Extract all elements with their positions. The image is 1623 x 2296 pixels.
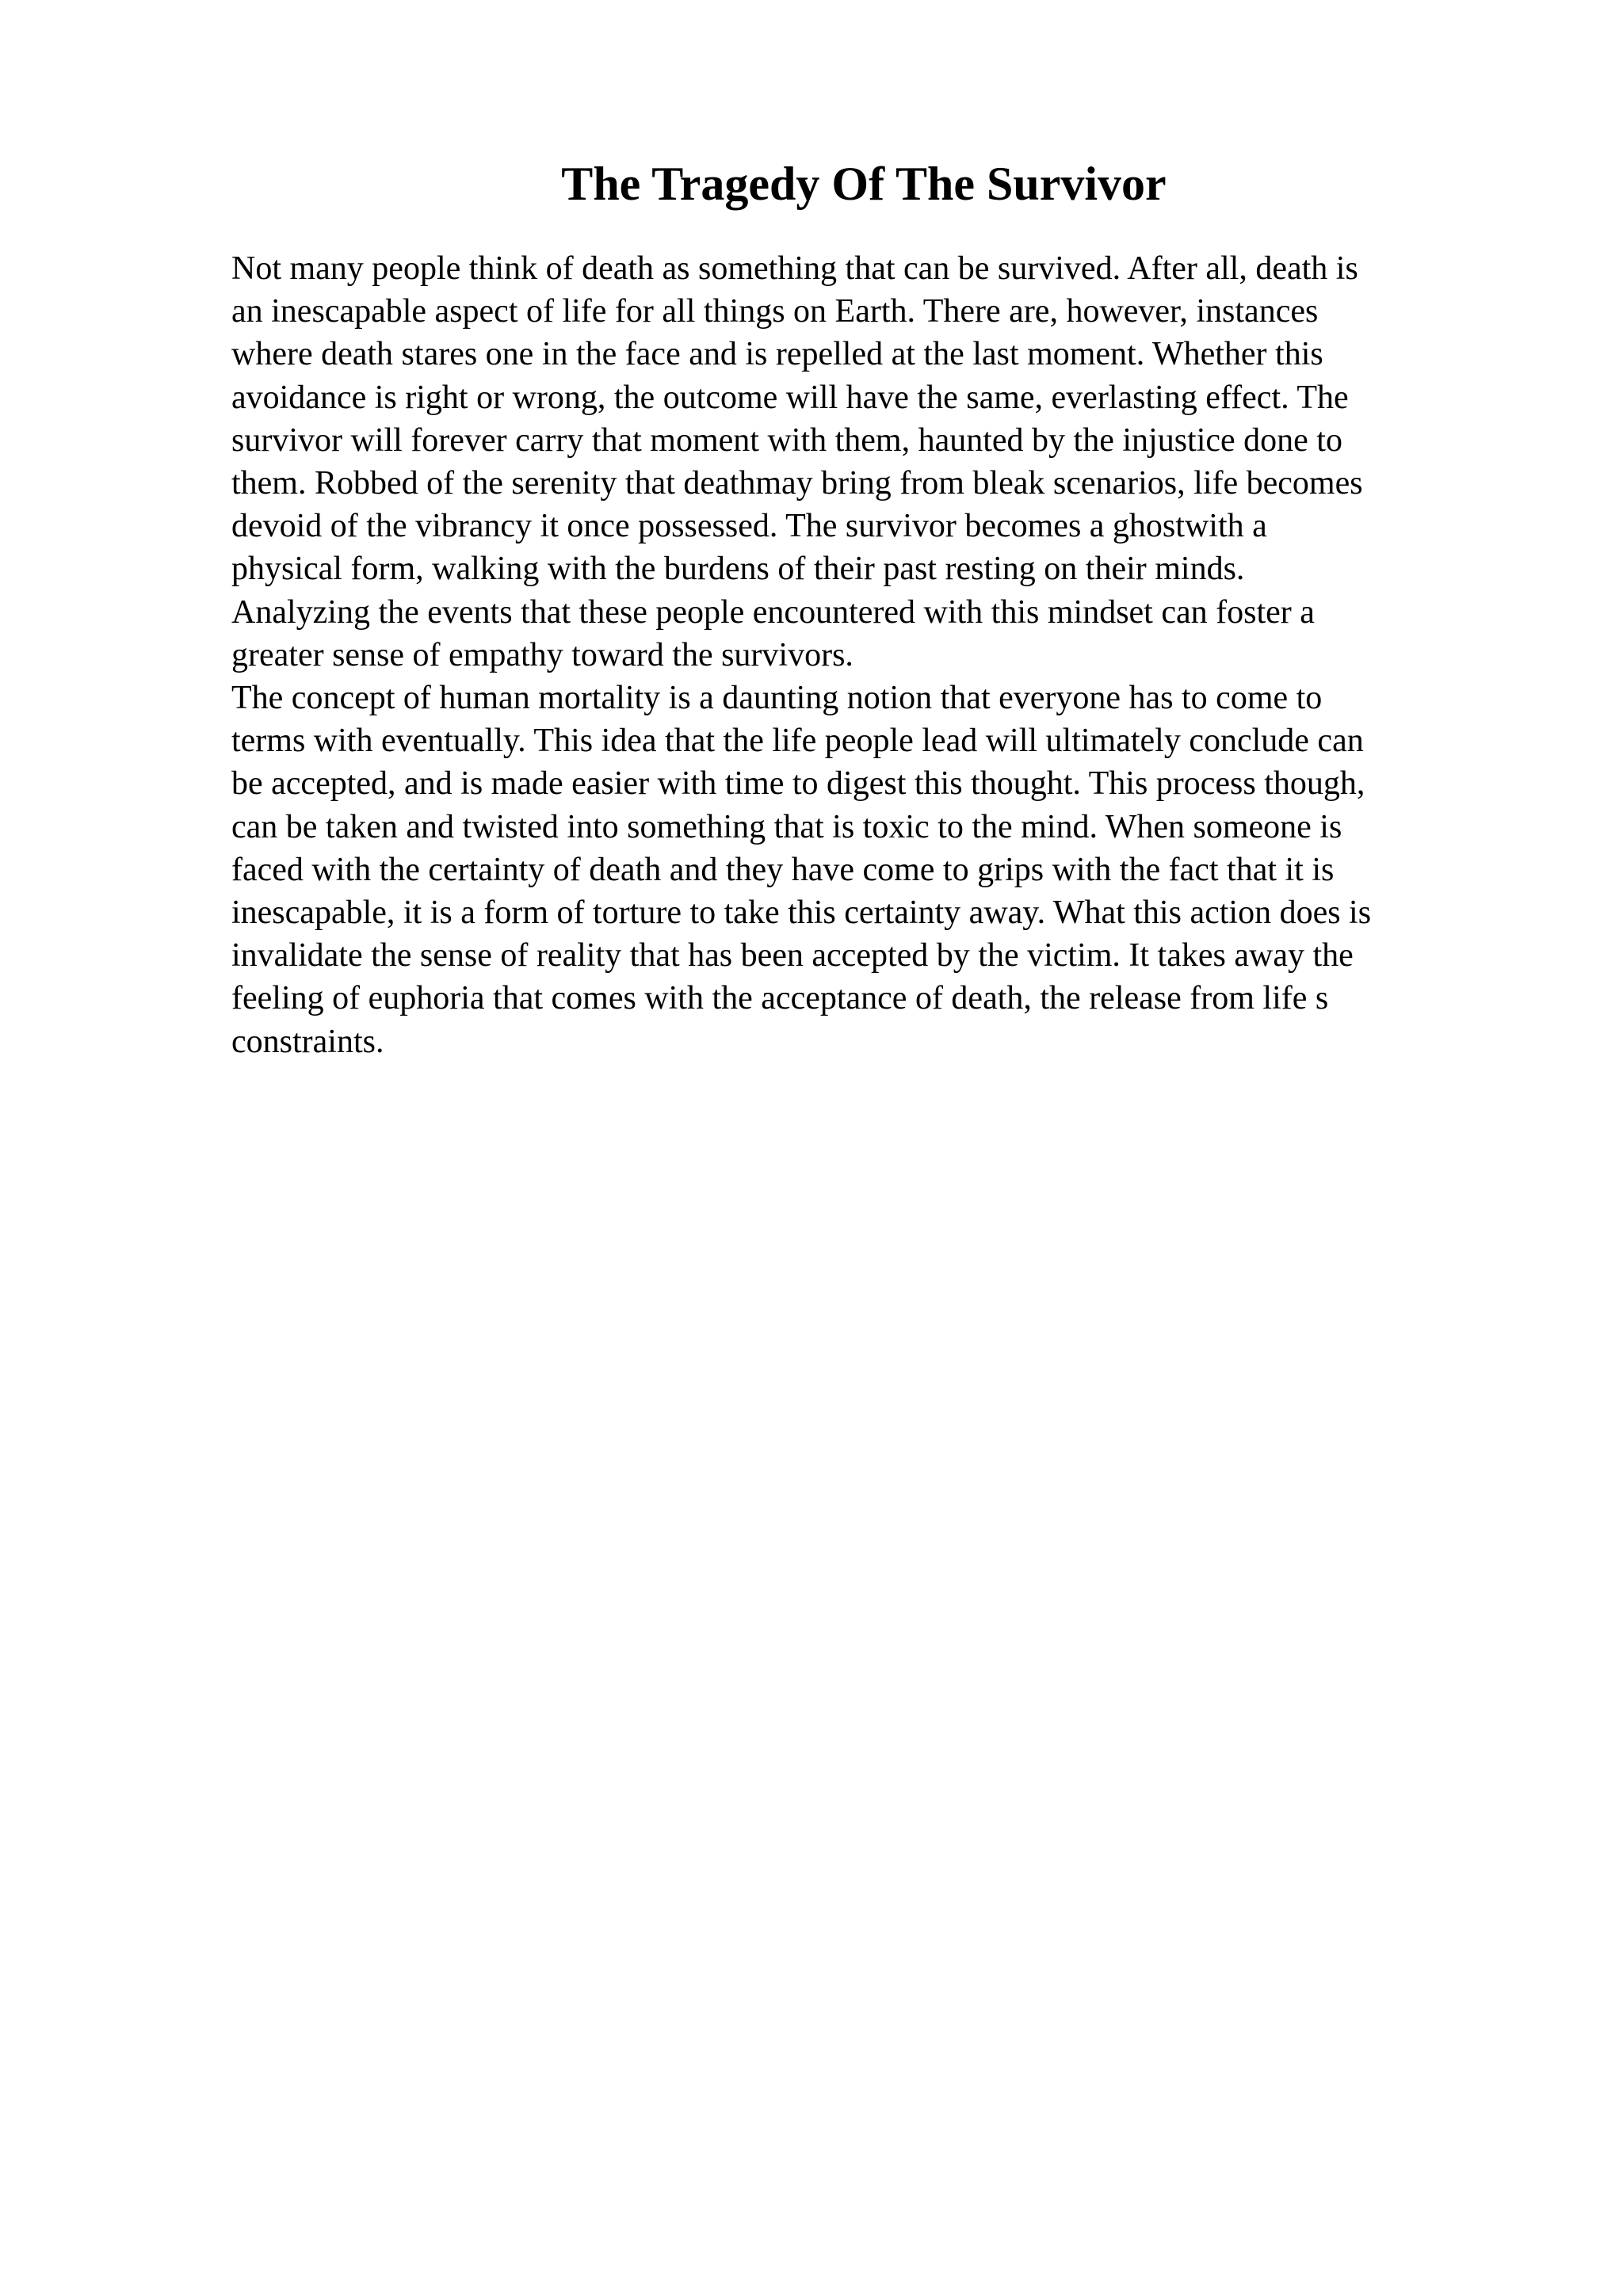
body-line: The concept of human mortality is a daunting notion that everyone has to come to [231, 680, 1323, 717]
body-line: Not many people think of death as something that can be survived. After all, death is [231, 250, 1358, 287]
body-line: avoidance is right or wrong, the outcome will have the same, everlasting effect. The [231, 379, 1349, 416]
body-line: be accepted, and is made easier with time to digest this thought. This process though, [231, 765, 1365, 803]
document-body [231, 247, 1515, 1063]
body-line: inescapable, it is a form of torture to take this certainty away. What this action does is [231, 894, 1372, 932]
body-line: survivor will forever carry that moment with them, haunted by the injustice done to [231, 421, 1342, 459]
body-line: them. Robbed of the serenity that deathmay bring from bleak scenarios, life becomes [231, 465, 1363, 502]
body-line: greater sense of empathy toward the survivors. [231, 636, 854, 673]
body-line: physical form, walking with the burdens of their past resting on their minds. [231, 551, 1245, 588]
body-line: where death stares one in the face and is repelled at the last moment. Whether this [231, 336, 1323, 373]
body-line: faced with the certainty of death and they have come to grips with the fact that it is [231, 851, 1335, 888]
body-line: devoid of the vibrancy it once possessed. The survivor becomes a ghostwith a [231, 508, 1267, 545]
document-title: The Tragedy Of The Survivor [561, 158, 1167, 210]
body-line: Analyzing the events that these people encountered with this mindset can foster a [231, 593, 1315, 631]
body-line: constraints. [231, 1023, 384, 1060]
body-line: feeling of euphoria that comes with the acceptance of death, the release from life s [231, 980, 1329, 1017]
body-line: an inescapable aspect of life for all things on Earth. There are, however, instances [231, 293, 1319, 330]
body-line: terms with eventually. This idea that the life people lead will ultimately conclude can [231, 723, 1364, 760]
body-line: can be taken and twisted into something that is toxic to the mind. When someone is [231, 808, 1342, 845]
body-line: invalidate the sense of reality that has been accepted by the victim. It takes away the [231, 937, 1354, 974]
